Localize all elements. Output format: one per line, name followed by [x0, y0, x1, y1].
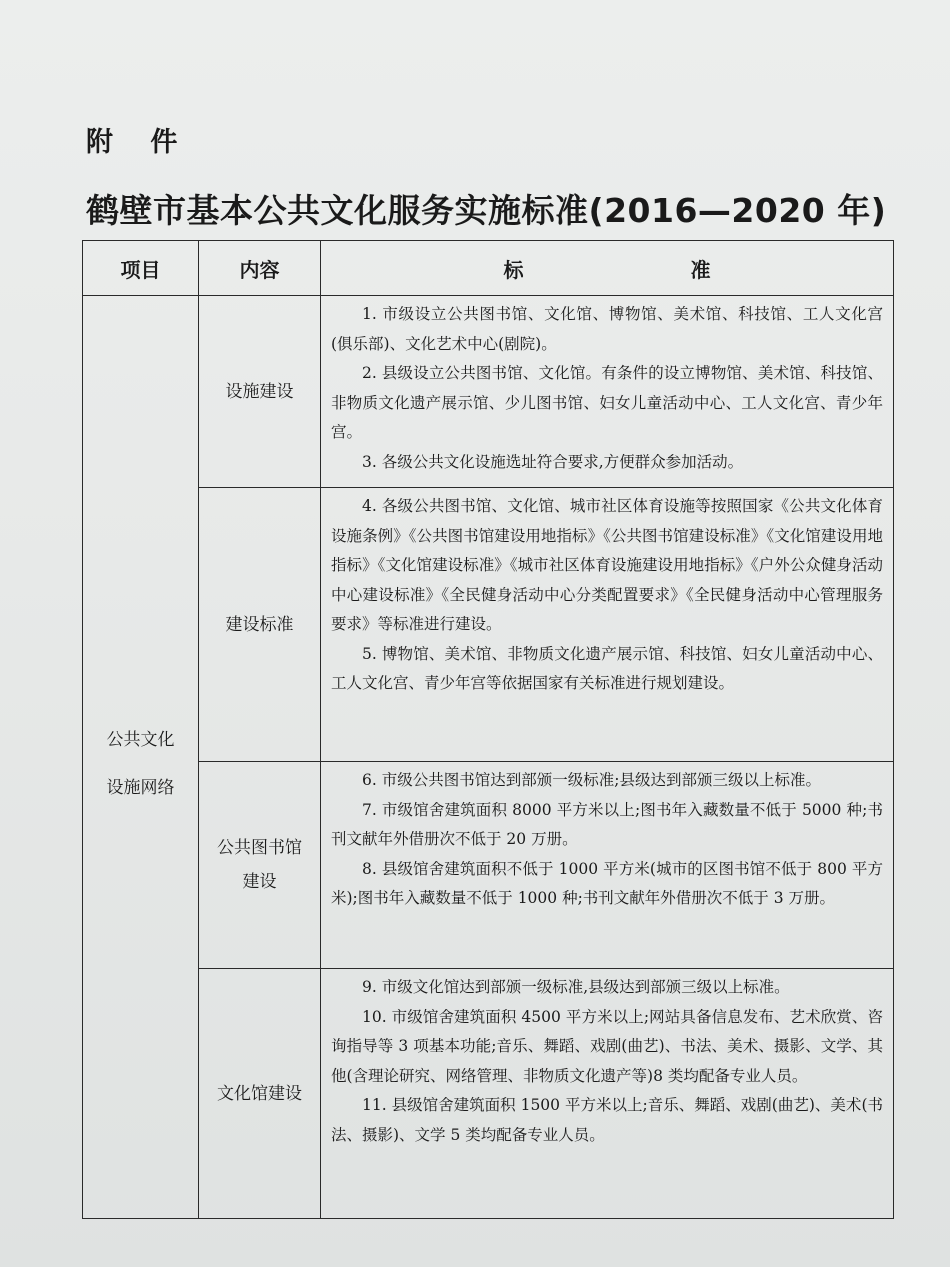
standard-item: 1. 市级设立公共图书馆、文化馆、博物馆、美术馆、科技馆、工人文化宫(俱乐部)、文化艺术中心(剧院)。 [331, 305, 883, 353]
header-standard: 标 准 [321, 241, 894, 296]
content-cell-line2: 建设 [242, 872, 277, 892]
content-cell: 文化馆建设 [199, 969, 321, 1219]
project-cell [83, 296, 199, 1219]
header-content: 内容 [199, 241, 321, 296]
table-row [83, 296, 894, 488]
content-cell-line1: 公共图书馆 [217, 838, 302, 858]
standard-cell [321, 762, 894, 969]
standard-item: 6. 市级公共图书馆达到部颁一级标准;县级达到部颁三级以上标准。 [362, 771, 821, 789]
table-row [83, 969, 894, 1219]
content-cell: 设施建设 [199, 296, 321, 488]
standard-item: 8. 县级馆舍建筑面积不低于 1000 平方米(城市的区图书馆不低于 800 平方米);图书年入藏数量不低于 1000 种;书刊文献年外借册次不低于 3 万册。 [331, 859, 883, 907]
standard-item: 7. 市级馆舍建筑面积 8000 平方米以上;图书年入藏数量不低于 5000 种;书刊文献年外借册次不低于 20 万册。 [331, 800, 883, 848]
standard-item: 4. 各级公共图书馆、文化馆、城市社区体育设施等按照国家《公共文化体育设施条例》《公共图书馆建设用地指标》《公共图书馆建设标准》《文化馆建设用地指标》《文化馆建设标准》《城市社区体育设施建设用地指标》《户外公众健身活动中心建设标准》《全民健身活动中心分类配置要求》《全民健身活动中心管理服务要求》等标准进行建设。 [331, 497, 883, 633]
standard-item: 2. 县级设立公共图书馆、文化馆。有条件的设立博物馆、美术馆、科技馆、非物质文化遗产展示馆、少儿图书馆、妇女儿童活动中心、工人文化宫、青少年宫。 [331, 364, 883, 441]
standard-item: 10. 市级馆舍建筑面积 4500 平方米以上;网站具备信息发布、艺术欣赏、咨询指导等 3 项基本功能;音乐、舞蹈、戏剧(曲艺)、书法、美术、摄影、文学、其他(含理论研究、网络管理、非物质文化遗产等)8 类均配备专业人员。 [331, 1007, 883, 1085]
table-row [83, 762, 894, 969]
header-project: 项目 [83, 241, 199, 296]
content-cell: 建设标准 [199, 488, 321, 762]
standard-item: 11. 县级馆舍建筑面积 1500 平方米以上;音乐、舞蹈、戏剧(曲艺)、美术(书法、摄影)、文学 5 类均配备专业人员。 [331, 1096, 883, 1144]
standard-cell [321, 488, 894, 762]
project-name-line1: 公共文化 [106, 730, 175, 750]
attachment-label: 附 件 [86, 127, 192, 158]
standard-item: 5. 博物馆、美术馆、非物质文化遗产展示馆、科技馆、妇女儿童活动中心、工人文化宫、青少年宫等依据国家有关标准进行规划建设。 [331, 644, 883, 692]
standard-item: 9. 市级文化馆达到部颁一级标准,县级达到部颁三级以上标准。 [362, 978, 790, 996]
document-title: 鹤壁市基本公共文化服务实施标准(2016—2020 年) [86, 191, 887, 230]
table-header-row [83, 241, 894, 296]
standard-cell [321, 296, 894, 488]
project-name-line2: 设施网络 [106, 778, 175, 798]
table-row [83, 488, 894, 762]
standard-item: 3. 各级公共文化设施选址符合要求,方便群众参加活动。 [362, 452, 744, 471]
content-cell [199, 762, 321, 969]
standards-table [82, 240, 894, 1219]
standard-cell [321, 969, 894, 1219]
